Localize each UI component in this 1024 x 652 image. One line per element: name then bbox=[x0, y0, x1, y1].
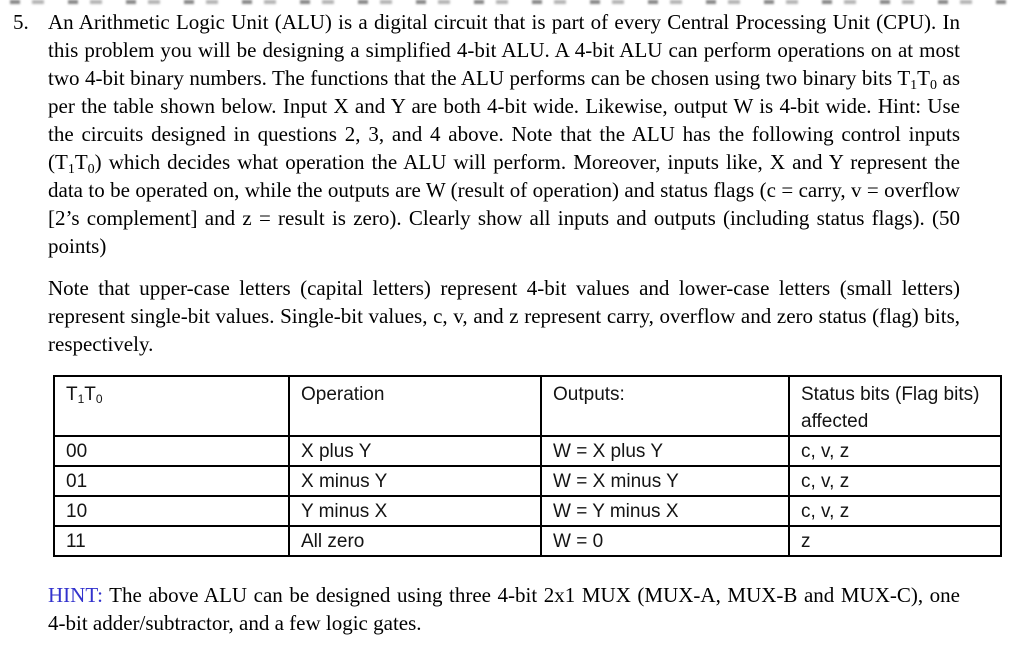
symbol-T: T bbox=[84, 384, 96, 405]
cell-operation: All zero bbox=[289, 526, 541, 556]
cell-flags: c, v, z bbox=[789, 466, 1001, 496]
question-number: 5. bbox=[13, 10, 29, 34]
cell-operation: X plus Y bbox=[289, 436, 541, 466]
cell-output: W = X minus Y bbox=[541, 466, 789, 496]
table-header-operation: Operation bbox=[289, 376, 541, 436]
table-row bbox=[54, 496, 1001, 526]
table-header-row bbox=[54, 376, 1001, 436]
notation-note-paragraph: Note that upper-case letters (capital letters) represent 4-bit values and lower-case letters (small letters) represent single-bit values. Single-bit values, c, v, and z represent carry, overflow and zero status (flag) bits, respectively. bbox=[48, 276, 960, 356]
cell-control-bits: 01 bbox=[54, 466, 289, 496]
cell-output: W = 0 bbox=[541, 526, 789, 556]
symbol-T: T bbox=[74, 150, 88, 174]
table-header-outputs: Outputs: bbox=[541, 376, 789, 436]
cell-control-bits: 10 bbox=[54, 496, 289, 526]
paragraph-text: An Arithmetic Logic Unit (ALU) is a digital circuit that is part of every Central Processing Unit (CPU). In this problem you will be designing a simplified 4-bit ALU. A 4-bit ALU can perform operations on at most two 4-bit binary numbers. The functions that the ALU performs can be chosen using two binary bits bbox=[48, 10, 960, 90]
alu-operations-table-container bbox=[53, 375, 1024, 557]
symbol-sub1: 1 bbox=[77, 392, 85, 406]
paragraph-text: as per the table shown below. Input X and Y are both 4-bit wide. Likewise, output W is 4-bit wide. Hint: Use the circuits designed in questions 2, 3, and 4 above. Note that the ALU has the following control inputs ( bbox=[48, 66, 961, 174]
table-header-t1t0 bbox=[54, 376, 289, 436]
cell-control-bits: 11 bbox=[54, 526, 289, 556]
t1t0-symbol bbox=[897, 66, 937, 93]
hint-label: HINT: bbox=[48, 583, 103, 607]
table-row bbox=[54, 436, 1001, 466]
table-row bbox=[54, 466, 1001, 496]
symbol-sub0: 0 bbox=[87, 162, 95, 177]
problem-statement-paragraph bbox=[48, 8, 960, 260]
symbol-sub1: 1 bbox=[910, 78, 918, 93]
table-header-status-bits: Status bits (Flag bits) affected bbox=[789, 376, 1001, 436]
cell-operation: Y minus X bbox=[289, 496, 541, 526]
hint-paragraph bbox=[48, 581, 960, 637]
hint-text: The above ALU can be designed using three 4-bit 2x1 MUX (MUX-A, MUX-B and MUX-C), one 4-bit adder/subtractor, and a few logic gates. bbox=[48, 583, 960, 635]
symbol-sub1: 1 bbox=[67, 162, 75, 177]
symbol-T: T bbox=[917, 66, 930, 90]
cell-flags: z bbox=[789, 526, 1001, 556]
table-row bbox=[54, 526, 1001, 556]
symbol-T: T bbox=[55, 150, 68, 174]
t1t0-symbol bbox=[55, 150, 95, 177]
paragraph-text: ) which decides what operation the ALU will perform. Moreover, inputs like, X and Y represent the data to be operated on, while the outputs are W (result of operation) and status flags (c = carry, v = overflow [2’s complement] and z = result is zero). Clearly show all inputs and outputs (including status flags). (50 points) bbox=[48, 150, 960, 258]
symbol-T: T bbox=[897, 66, 911, 90]
cell-output: W = Y minus X bbox=[541, 496, 789, 526]
cell-flags: c, v, z bbox=[789, 436, 1001, 466]
cell-output: W = X plus Y bbox=[541, 436, 789, 466]
symbol-T: T bbox=[66, 384, 78, 405]
symbol-sub0: 0 bbox=[95, 392, 103, 406]
cell-control-bits: 00 bbox=[54, 436, 289, 466]
cell-flags: c, v, z bbox=[789, 496, 1001, 526]
alu-operations-table bbox=[53, 375, 1002, 557]
symbol-sub0: 0 bbox=[930, 78, 937, 93]
cell-operation: X minus Y bbox=[289, 466, 541, 496]
